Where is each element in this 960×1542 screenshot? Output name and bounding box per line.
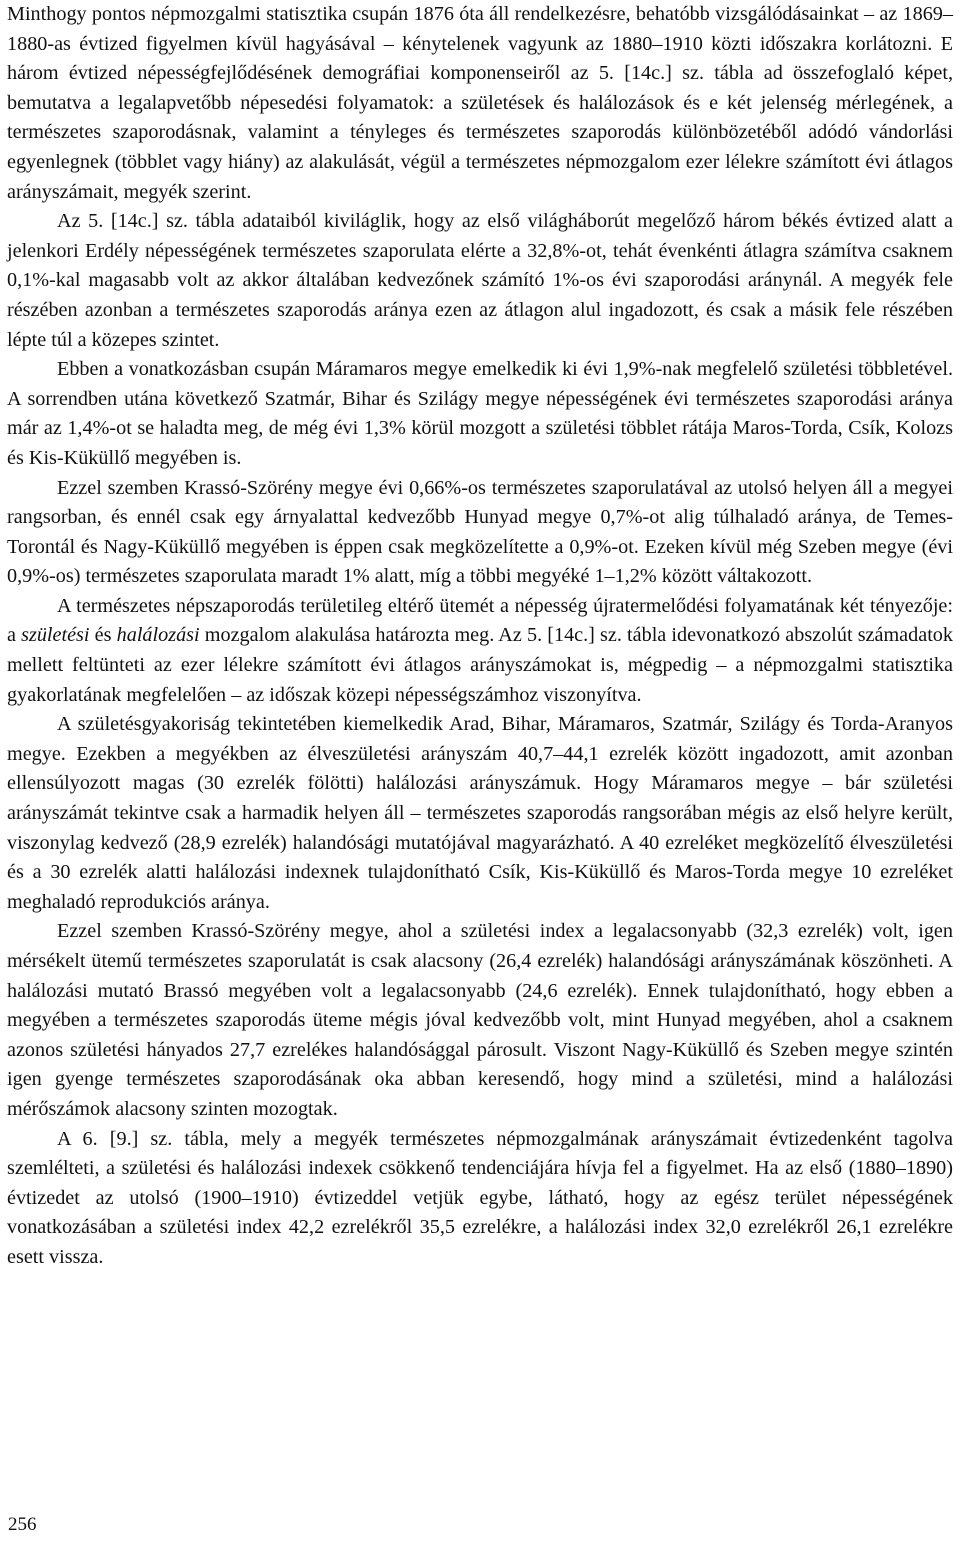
paragraph-5-italic-halalozasi: halálozási — [116, 624, 200, 647]
paragraph-2-text: Az 5. [14c.] sz. tábla adataiból kiviláglik, hogy az első világháborút megelőző három békés évtized alatt a jelenkori Erdély népességének természetes szaporulata elérte a 32,8%-ot, tehát évenkénti átlagra számítva csaknem 0,1%-kal magasabb volt az akkor általában kedvezőnek számító 1%-os évi szaporodási aránynál. A megyék fele részében azonban a természetes szaporodás aránya ezen az átlagon alul ingadozott, és csak a másik fele részében lépte túl a közepes szintet. — [7, 210, 953, 351]
paragraph-6 — [7, 710, 953, 917]
paragraph-7 — [7, 917, 953, 1124]
paragraph-5-text-b: és — [89, 624, 117, 647]
paragraph-8-text: A 6. [9.] sz. tábla, mely a megyék természetes népmozgalmának arányszámait évtizedenként tagolva szemlélteti, a születési és halálozási indexek csökkenő tendenciájára hívja fel a figyelmet. Ha az első (1880–1890) évtizedet az utolsó (1900–1910) évtizeddel vetjük egybe, látható, hogy az egész terület népességének vonatkozásában a születési index 42,2 ezrelékről 35,5 ezrelékre, a halálozási index 32,0 ezrelékről 26,1 ezrelékre esett vissza. — [7, 1127, 953, 1268]
paragraph-5-text-c: mozgalom alakulása határozta meg. Az 5. [14c.] sz. tábla idevonatkozó abszolút számadatok mellett feltünteti az ezer lélekre számított évi átlagos arányszámokat is, mégpedig – a népmozgalmi statisztika gyakorlatának megfelelően – az időszak közepi népességszámhoz viszonyítva. — [7, 624, 953, 706]
paragraph-3-text: Ebben a vonatkozásban csupán Máramaros megye emelkedik ki évi 1,9%-nak megfelelő születési többletével. A sorrendben utána következő Szatmár, Bihar és Szilágy megye népességének évi természetes szaporodási aránya már az 1,4%-ot se haladta meg, de még évi 1,3% körül mozgott a születési többlet rátája Maros-Torda, Csík, Kolozs és Kis-Küküllő megyében is. — [7, 358, 953, 469]
document-body — [7, 0, 953, 1273]
paragraph-3 — [7, 355, 953, 473]
paragraph-6-text: A születésgyakoriság tekintetében kiemelkedik Arad, Bihar, Máramaros, Szatmár, Szilágy és Torda-Aranyos megye. Ezekben a megyékben az élveszületési arányszám 40,7–44,1 ezrelék között ingadozott, amit azonban ellensúlyozott magas (30 ezrelék fölötti) halálozási arányszámuk. Hogy Máramaros megye – bár születési arányszámát tekintve csak a harmadik helyen áll – természetes szaporodás rangsorában mégis az első helyre került, viszonylag kedvező (28,9 ezrelék) halandósági mutatójával magyarázható. A 40 ezreléket megközelítő élveszületési és a 30 ezrelék alatti halálozási indexnek tulajdonítható Csík, Kis-Küküllő és Maros-Torda megye 10 ezreléket meghaladó reprodukciós aránya. — [7, 713, 953, 913]
paragraph-7-text: Ezzel szemben Krassó-Szörény megye, ahol a születési index a legalacsonyabb (32,3 ezrelék) volt, igen mérsékelt ütemű természetes szaporulatát is csak alacsony (26,4 ezrelék) halandósági arányszámának köszönheti. A halálozási mutató Brassó megyében volt a legalacsonyabb (24,6 ezrelék). Ennek tulajdonítható, hogy ebben a megyében a természetes szaporodás üteme mégis jóval kedvezőbb volt, mint Hunyad megyében, ahol a csaknem azonos születési hányados 27,7 ezrelékes halandósággal párosult. Viszont Nagy-Küküllő és Szeben megye szintén igen gyenge természetes szaporodásának oka abban keresendő, hogy mind a születési, mind a halálozási mérőszámok alacsony szinten mozogtak. — [7, 920, 953, 1120]
paragraph-5-italic-szuletesi: születési — [21, 624, 90, 647]
paragraph-5 — [7, 592, 953, 710]
paragraph-2 — [7, 207, 953, 355]
page-number: 256 — [8, 1514, 37, 1535]
paragraph-5-text-a: A természetes népszaporodás területileg eltérő ütemét a népesség újratermelődési folyamatának két tényezője: a — [7, 594, 953, 647]
paragraph-4-text: Ezzel szemben Krassó-Szörény megye évi 0,66%-os természetes szaporulatával az utolsó helyen áll a megyei rangsorban, és ennél csak egy árnyalattal kedvezőbb Hunyad megye 0,7%-ot alig túlhaladó aránya, de Temes-Torontál és Nagy-Küküllő megyében is éppen csak megközelítette a 0,9%-ot. Ezeken kívül még Szeben megye (évi 0,9%-os) természetes szaporulata maradt 1% alatt, míg a többi megyéké 1–1,2% között váltakozott. — [7, 476, 953, 588]
paragraph-1 — [7, 0, 953, 207]
paragraph-1-text: Minthogy pontos népmozgalmi statisztika csupán 1876 óta áll rendelkezésre, behatóbb vizsgálódásainkat – az 1869–1880-as évtized figyelmen kívül hagyásával – kénytelenek vagyunk az 1880–1910 közti időszakra korlátozni. E három évtized népességfejlődésének demográfiai komponenseiről az 5. [14c.] sz. tábla ad összefoglaló képet, bemutatva a legalapvetőbb népesedési folyamatok: a születések és halálozások és e két jelenség mérlegének, a természetes szaporodásnak, valamint a tényleges és természetes szaporodás különbözetéből adódó vándorlási egyenlegnek (többlet vagy hiány) az alakulását, végül a természetes népmozgalom ezer lélekre számított évi átlagos arányszámait, megyék szerint. — [7, 3, 953, 203]
paragraph-4 — [7, 474, 953, 592]
paragraph-8 — [7, 1125, 953, 1273]
